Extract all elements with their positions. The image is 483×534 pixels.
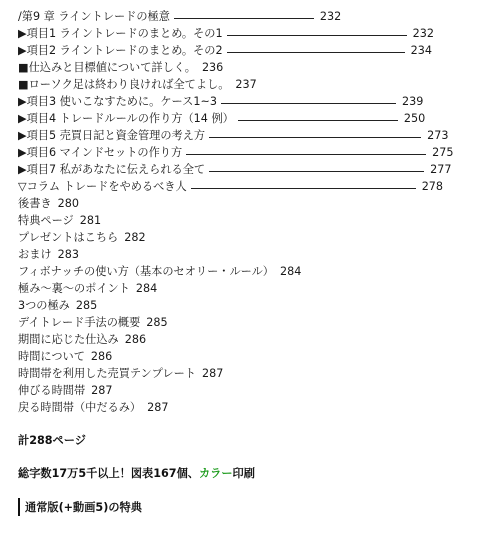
toc-entry <box>18 212 478 229</box>
toc-entry-title: ▶項目3 使いこなすために。ケース1~3 <box>18 95 217 108</box>
toc-entry-title: 戻る時間帯（中だるみ） <box>18 401 142 414</box>
toc-page-number: 282 <box>124 231 146 244</box>
toc-entry <box>18 76 478 93</box>
toc-entry-title: 極み～裏～のポイント <box>18 282 130 295</box>
toc-entry <box>18 127 478 144</box>
section-heading <box>18 498 142 516</box>
toc-page-number: 287 <box>147 401 169 414</box>
toc-page-number: 236 <box>201 61 224 74</box>
toc-entry-title: 時間について <box>18 350 85 363</box>
toc-entry-title: 後書き <box>18 197 52 210</box>
toc-entry <box>18 42 478 59</box>
toc-entry-title: ▶項目7 私があなたに伝えられる全て <box>18 163 206 176</box>
toc-entry <box>18 59 478 76</box>
toc-page-number: 250 <box>403 112 426 125</box>
toc-leader-line <box>209 137 421 138</box>
toc-entry-title: ▶項目6 マインドセットの作り方 <box>18 146 183 159</box>
toc-entry <box>18 399 478 416</box>
section-heading-text: 通常版(+動画5)の特典 <box>25 501 142 514</box>
toc-entry <box>18 110 478 127</box>
toc-entry <box>18 348 478 365</box>
toc-page-number: 239 <box>401 95 424 108</box>
toc-entry-title: ▶項目5 売買日記と資金管理の考え方 <box>18 129 206 142</box>
toc-entry <box>18 229 478 246</box>
toc-page-number: 275 <box>432 146 454 159</box>
section-heading-bar <box>18 498 20 516</box>
toc-entry-title: デイトレード手法の概要 <box>18 316 141 329</box>
toc-entry <box>18 365 478 382</box>
toc-page-number: 280 <box>57 197 79 210</box>
toc-page-number: 237 <box>235 78 257 91</box>
toc-leader-line <box>191 188 416 189</box>
toc-entry-title: ■仕込みと目標値について詳しく。 <box>18 61 196 74</box>
toc-entry-title: ▶項目2 ライントレードのまとめ。その2 <box>18 44 223 57</box>
toc-entry-title: 時間帯を利用した売買テンプレート <box>18 367 196 380</box>
toc-entry-title: プレゼントはこちら <box>18 231 119 244</box>
toc-entry-title: おまけ <box>18 248 52 261</box>
toc-leader-line <box>174 18 314 19</box>
toc-entry-title: /第9 章 ライントレードの極意 <box>18 10 170 23</box>
stats-suffix: 印刷 <box>232 467 255 480</box>
toc-page-number: 232 <box>319 10 342 23</box>
toc-page-number: 284 <box>279 265 302 278</box>
stats-prefix: 総字数17万5千以上！図表167個、 <box>18 467 199 480</box>
toc-page-number: 284 <box>135 282 158 295</box>
toc-page-number: 287 <box>91 384 113 397</box>
toc-entry-title: 期間に応じた仕込み <box>18 333 119 346</box>
toc-page-number: 234 <box>410 44 432 57</box>
toc-entry <box>18 382 478 399</box>
toc-page-number: 277 <box>430 163 452 176</box>
toc-entry <box>18 280 478 297</box>
stats-line <box>18 465 255 481</box>
toc-leader-line <box>227 35 407 36</box>
toc-entry-title: ▶項目1 ライントレードのまとめ。その1 <box>18 27 223 40</box>
toc-page-number: 285 <box>75 299 98 312</box>
toc-leader-line <box>209 171 424 172</box>
toc-leader-line <box>227 52 405 53</box>
total-pages: 計288ページ <box>18 434 86 447</box>
toc-entry-title: ▽コラム トレードをやめるべき人 <box>18 180 187 193</box>
toc-page-number: 278 <box>421 180 444 193</box>
toc-entry-title: 3つの極み <box>18 299 70 312</box>
toc-entry <box>18 178 478 195</box>
toc-page-number: 286 <box>90 350 113 363</box>
toc-leader-line <box>238 120 398 121</box>
toc-entry <box>18 246 478 263</box>
toc-page-number: 273 <box>427 129 449 142</box>
toc-page-number: 283 <box>57 248 79 261</box>
stats-color-word: カラー <box>198 467 233 480</box>
toc-entry <box>18 263 478 280</box>
table-of-contents <box>18 8 478 416</box>
toc-page-number: 232 <box>412 27 434 40</box>
toc-entry <box>18 161 478 178</box>
toc-entry <box>18 8 478 25</box>
toc-page-number: 286 <box>124 333 147 346</box>
toc-entry <box>18 297 478 314</box>
toc-entry <box>18 331 478 348</box>
toc-entry <box>18 93 478 110</box>
toc-entry-title: 伸びる時間帯 <box>18 384 86 397</box>
toc-entry-title: フィボナッチの使い方（基本のセオリー・ルール） <box>18 265 274 278</box>
toc-page-number: 285 <box>146 316 168 329</box>
toc-entry <box>18 195 478 212</box>
toc-page-number: 287 <box>202 367 224 380</box>
toc-entry <box>18 314 478 331</box>
toc-leader-line <box>221 103 396 104</box>
toc-entry <box>18 144 478 161</box>
toc-leader-line <box>186 154 426 155</box>
toc-entry-title: ■ローソク足は終わり良ければ全てよし。 <box>18 78 230 91</box>
toc-page-number: 281 <box>79 214 102 227</box>
toc-entry-title: ▶項目4 トレードルールの作り方（14 例） <box>18 112 234 125</box>
toc-entry <box>18 25 478 42</box>
toc-entry-title: 特典ページ <box>18 214 74 227</box>
